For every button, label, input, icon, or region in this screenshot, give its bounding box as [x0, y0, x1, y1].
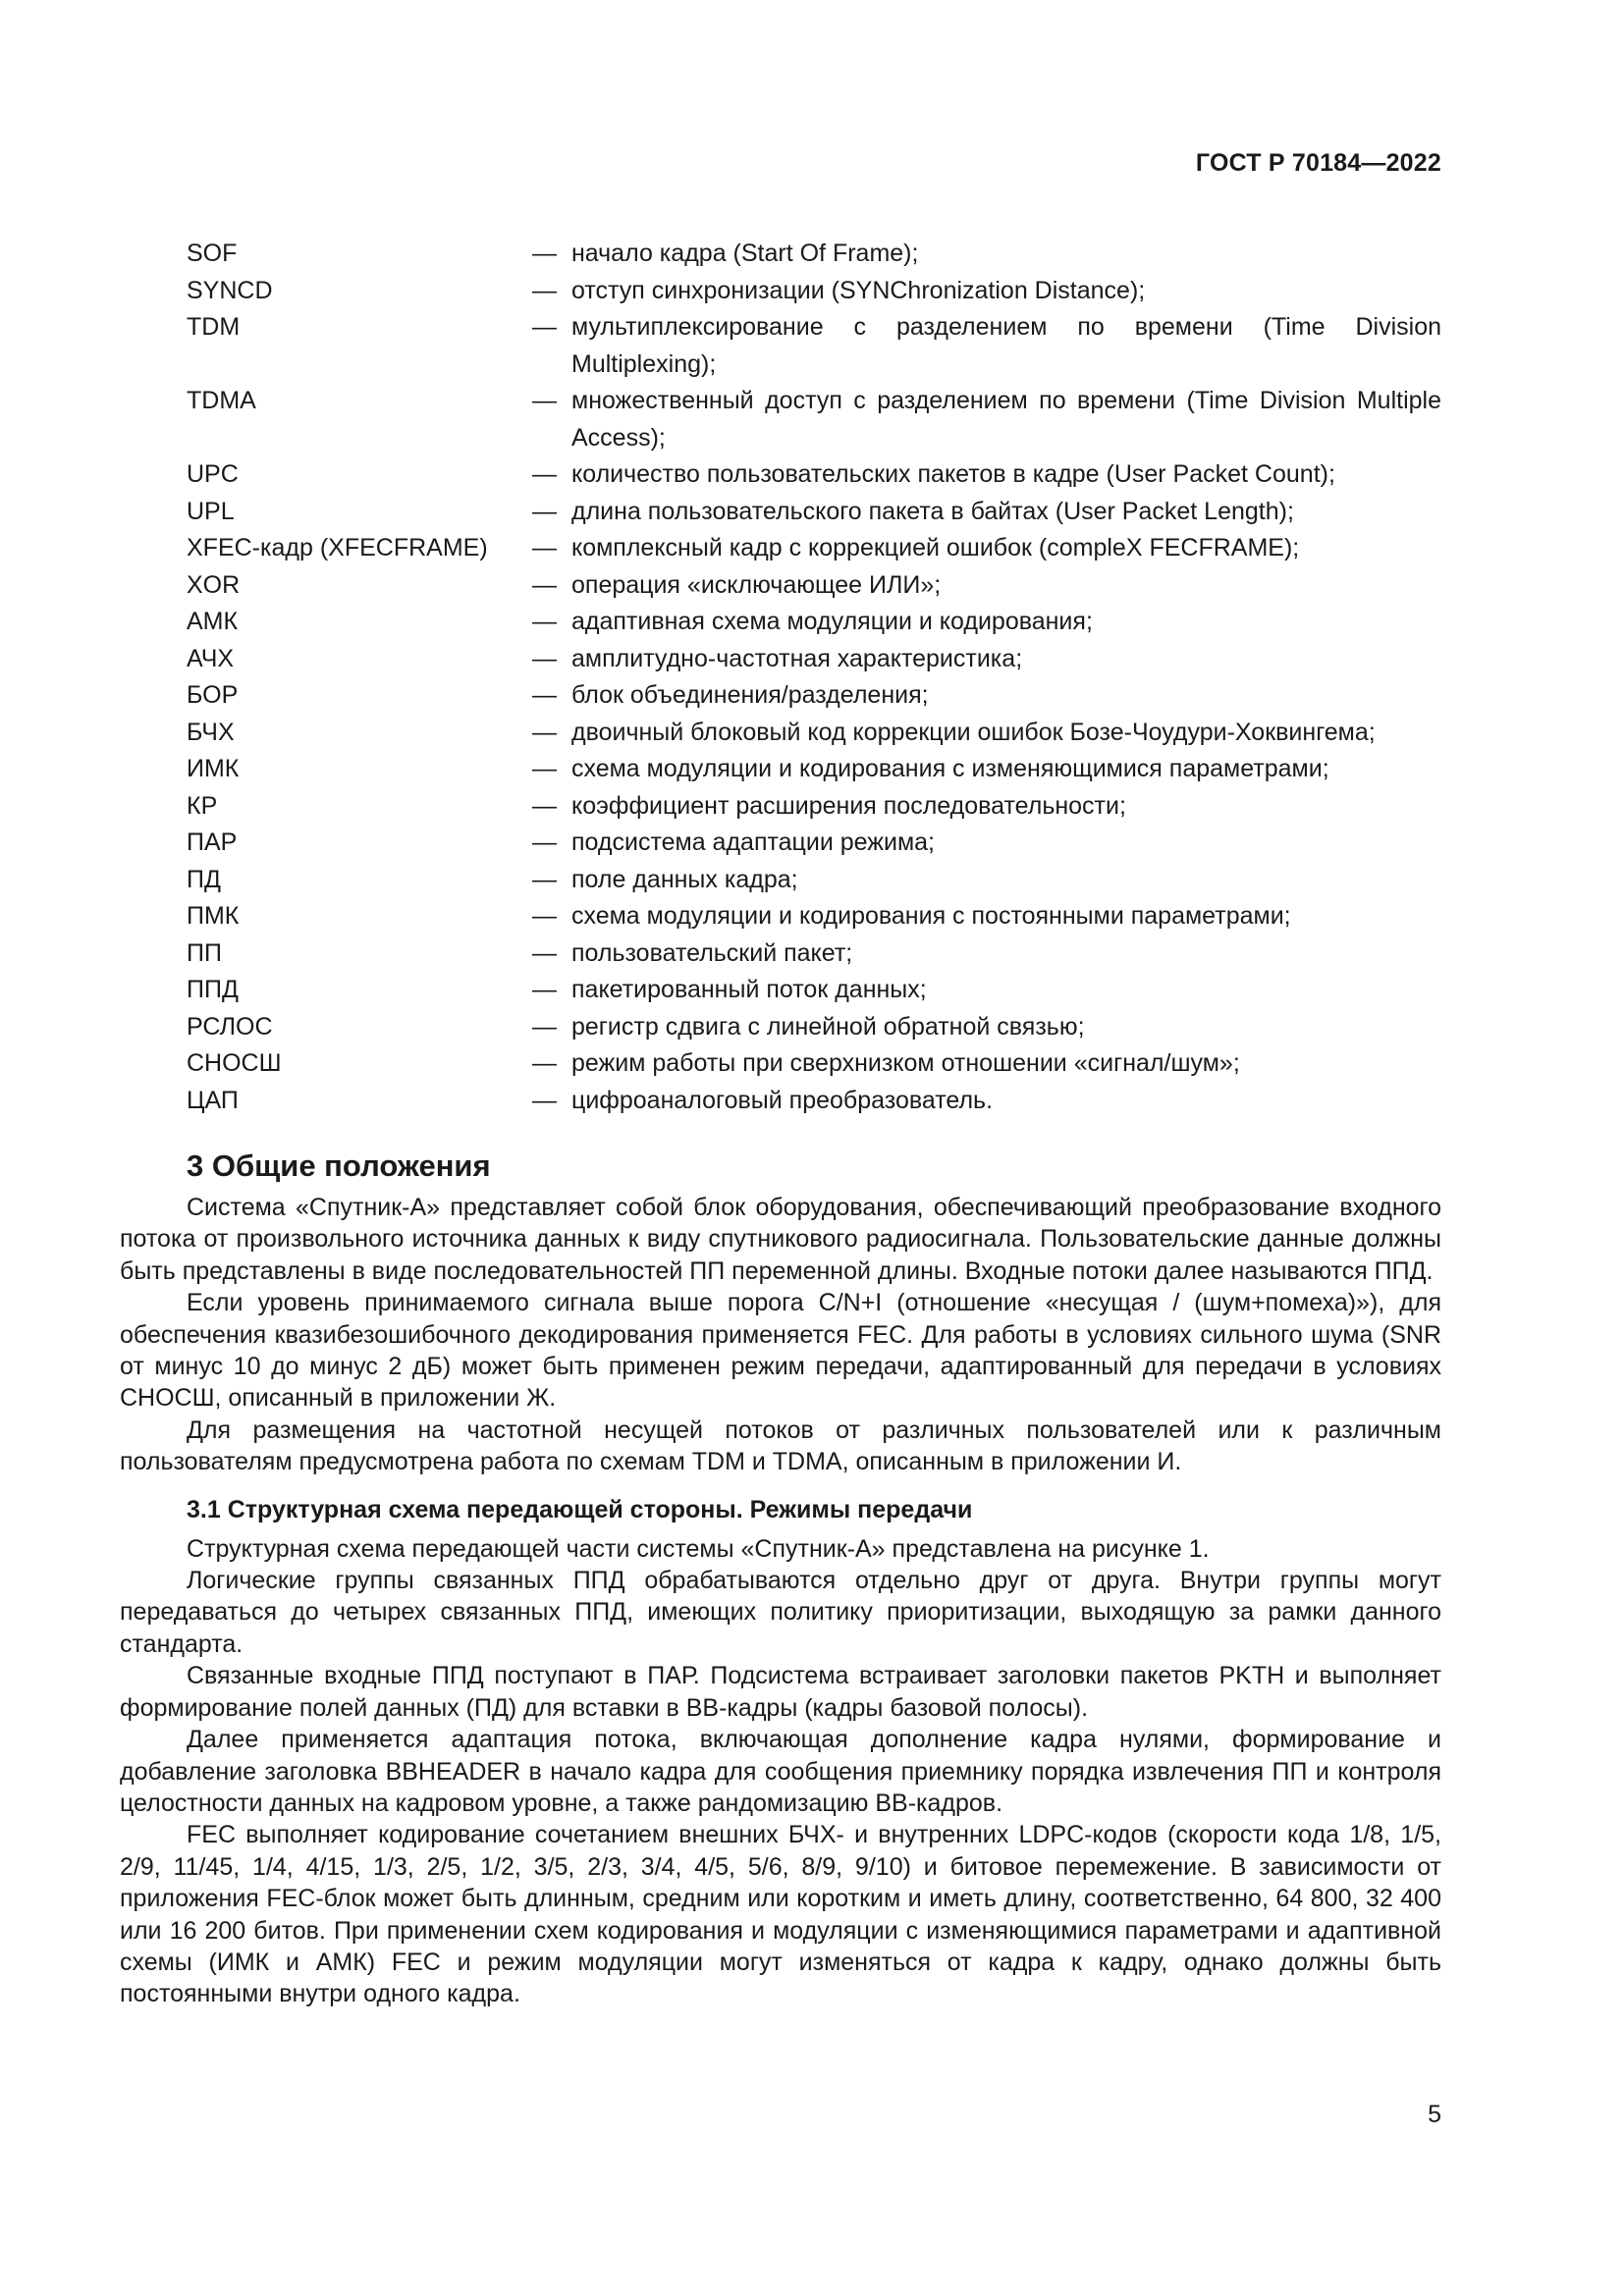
abbreviation-dash: — [532, 718, 557, 746]
abbreviation-row [187, 383, 1441, 456]
abbreviation-dash: — [532, 1086, 557, 1114]
abbreviation-definition: схема модуляции и кодирования с изменяющимися параметрами; [571, 755, 1329, 782]
abbreviation-definition: начало кадра (Start Of Frame); [571, 240, 919, 267]
abbreviation-definition: множественный доступ с разделением по времени (Time Division Multiple Access); [571, 387, 1441, 452]
abbreviation-row [187, 972, 1441, 1009]
abbreviation-dash: — [532, 1049, 557, 1077]
abbreviation-row [187, 567, 1441, 605]
section-3-1-paragraph: FEC выполняет кодирование сочетанием внешних БЧХ- и внутренних LDPC-кодов (скорости кода 1/8, 1/5, 2/9, 11/45, 1/4, 4/15, 1/3, 2/5, 1/2, 3/5, 2/3, 3/4, 4/5, 5/6, 8/9, 9/10) и битовое перемежение. В зависимости от приложения FEC-блок может быть длинным, средним или коротким и иметь длину, соответственно, 64 800, 32 400 или 16 200 битов. При применении схем кодирования и модуляции с изменяющимися параметрами и адаптивной схемы (ИМК и АМК) FEC и режим модуляции могут изменяться от кадра к кадру, однако должны быть постоянными внутри одного кадра. [120, 1821, 1441, 2008]
abbreviation-definition: регистр сдвига с линейной обратной связью; [571, 1012, 1085, 1041]
section-3-paragraph: Если уровень принимаемого сигнала выше порога C/N+I (отношение «несущая / (шум+помеха)»), для обеспечения квазибезошибочного декодирования применяется FEC. Для работы в условиях сильного шума (SNR от минус 10 до минус 2 дБ) может быть применен режим передачи, адаптированный для передачи в условиях СНОСШ, описанный в приложении Ж. [120, 1289, 1441, 1413]
abbreviation-row [187, 236, 1441, 273]
section-3-1-heading: 3.1 Структурная схема передающей стороны. Режимы передачи [187, 1495, 973, 1523]
abbreviation-term: SYNCD [187, 276, 273, 304]
abbreviation-definition: адаптивная схема модуляции и кодирования; [571, 608, 1093, 635]
abbreviation-term: ППД [187, 976, 239, 1003]
section-3-heading: 3 Общие положения [187, 1148, 491, 1183]
section-3-paragraph: Для размещения на частотной несущей потоков от различных пользователей или к различным пользователям предусмотрена работа по схемам TDM и TDMA, описанным в приложении И. [120, 1415, 1441, 1476]
abbreviation-term: XOR [187, 570, 241, 599]
abbreviation-term: СНОСШ [187, 1049, 282, 1077]
abbreviation-term: ПП [187, 938, 222, 967]
abbreviation-definition: комплексный кадр с коррекцией ошибок (compleX FECFRAME); [571, 534, 1300, 561]
abbreviation-dash: — [532, 681, 557, 709]
abbreviation-row [187, 604, 1441, 641]
abbreviation-dash: — [532, 791, 557, 820]
page-number: 5 [1428, 2101, 1441, 2128]
abbreviation-row [187, 677, 1441, 715]
abbreviation-dash: — [532, 313, 557, 341]
abbreviation-definition: длина пользовательского пакета в байтах (User Packet Length); [571, 497, 1294, 525]
section-3-1-paragraph: Связанные входные ППД поступают в ПАР. Подсистема встраивает заголовки пакетов PKTH и выполняет формирование полей данных (ПД) для вставки в BB-кадры (кадры базовой полосы). [120, 1662, 1441, 1722]
section-3-1-paragraph: Структурная схема передающей части системы «Спутник-А» представлена на рисунке 1. [187, 1534, 1210, 1563]
abbreviation-row [187, 494, 1441, 531]
abbreviation-term: XFEC-кадр (XFECFRAME) [187, 534, 488, 561]
abbreviation-term: ПД [187, 865, 221, 893]
abbreviation-dash: — [532, 460, 557, 488]
abbreviation-row [187, 1045, 1441, 1083]
section-3-1-paragraph: Далее применяется адаптация потока, включающая дополнение кадра нулями, формирование и добавление заголовка BBHEADER в начало кадра для сообщения приемнику порядка извлечения ПП и контроля целостности данных на кадровом уровне, а также рандомизацию BB-кадров. [120, 1726, 1441, 1817]
section-3-paragraph: Система «Спутник-А» представляет собой блок оборудования, обеспечивающий преобразование входного потока от произвольного источника данных к виду спутникового радиосигнала. Пользовательские данные должны быть представлены в виде последовательностей ПП переменной длины. Входные потоки далее называются ППД. [120, 1194, 1441, 1285]
abbreviation-definition: поле данных кадра; [571, 865, 798, 893]
abbreviation-dash: — [532, 387, 557, 414]
abbreviation-row [187, 641, 1441, 678]
abbreviation-term: БЧХ [187, 718, 235, 746]
abbreviation-dash: — [532, 644, 557, 672]
abbreviation-dash: — [532, 1012, 557, 1041]
abbreviation-definition: пользовательский пакет; [571, 938, 853, 967]
abbreviation-term: ПМК [187, 902, 240, 930]
abbreviation-row [187, 825, 1441, 862]
abbreviation-term: TDM [187, 313, 241, 341]
abbreviation-definition: операция «исключающее ИЛИ»; [571, 570, 942, 599]
abbreviation-definition: режим работы при сверхнизком отношении «сигнал/шум»; [571, 1049, 1240, 1077]
abbreviation-term: SOF [187, 240, 238, 267]
abbreviation-definition: амплитудно-частотная характеристика; [571, 644, 1023, 672]
abbreviation-dash: — [532, 570, 557, 599]
abbreviation-row [187, 456, 1441, 494]
abbreviation-dash: — [532, 938, 557, 967]
abbreviation-row [187, 1083, 1441, 1120]
document-id: ГОСТ Р 70184—2022 [1195, 149, 1441, 177]
abbreviation-row [187, 862, 1441, 899]
abbreviation-term: КР [187, 791, 218, 820]
abbreviation-dash: — [532, 755, 557, 782]
abbreviation-definition: коэффициент расширения последовательности; [571, 791, 1126, 820]
abbreviation-row [187, 788, 1441, 826]
abbreviation-definition: отступ синхронизации (SYNChronization Distance); [571, 276, 1146, 304]
section-3-1-paragraph: Логические группы связанных ППД обрабатываются отдельно друг от друга. Внутри группы могут передаваться до четырех связанных ППД, имеющих политику приоритизации, выходящую за рамки данного стандарта. [120, 1567, 1441, 1658]
abbreviation-term: АМК [187, 608, 239, 635]
abbreviation-definition: подсистема адаптации режима; [571, 828, 936, 856]
abbreviation-dash: — [532, 240, 557, 267]
abbreviation-row [187, 715, 1441, 752]
abbreviation-dash: — [532, 534, 557, 561]
abbreviation-term: ЦАП [187, 1086, 239, 1114]
abbreviation-term: ПАР [187, 828, 238, 856]
abbreviation-term: БОР [187, 681, 239, 709]
abbreviation-dash: — [532, 276, 557, 304]
abbreviation-definition: мультиплексирование с разделением по времени (Time Division Multiplexing); [571, 313, 1441, 378]
abbreviation-term: TDMA [187, 387, 256, 414]
abbreviation-term: UPL [187, 497, 235, 525]
abbreviation-term: РСЛОС [187, 1012, 273, 1041]
abbreviation-row [187, 530, 1441, 567]
abbreviation-row [187, 1009, 1441, 1046]
abbreviation-row [187, 309, 1441, 383]
abbreviation-dash: — [532, 608, 557, 635]
abbreviation-list [187, 236, 1441, 1119]
abbreviation-dash: — [532, 865, 557, 893]
abbreviation-definition: схема модуляции и кодирования с постоянными параметрами; [571, 902, 1291, 930]
section-3 [120, 1147, 1441, 2010]
abbreviation-term: АЧХ [187, 644, 235, 672]
abbreviation-row [187, 273, 1441, 310]
abbreviation-row [187, 898, 1441, 935]
abbreviation-definition: цифроаналоговый преобразователь. [571, 1086, 994, 1114]
abbreviation-dash: — [532, 497, 557, 525]
abbreviation-dash: — [532, 902, 557, 930]
abbreviation-definition: пакетированный поток данных; [571, 976, 927, 1003]
abbreviation-definition: двоичный блоковый код коррекции ошибок Бозе-Чоудури-Хоквингема; [571, 718, 1376, 746]
abbreviation-definition: количество пользовательских пакетов в кадре (User Packet Count); [571, 460, 1335, 488]
abbreviation-dash: — [532, 976, 557, 1003]
abbreviation-dash: — [532, 828, 557, 856]
abbreviation-term: ИМК [187, 755, 240, 782]
abbreviation-row [187, 751, 1441, 788]
abbreviation-definition: блок объединения/разделения; [571, 681, 929, 709]
abbreviation-row [187, 935, 1441, 973]
abbreviation-term: UPC [187, 460, 239, 488]
